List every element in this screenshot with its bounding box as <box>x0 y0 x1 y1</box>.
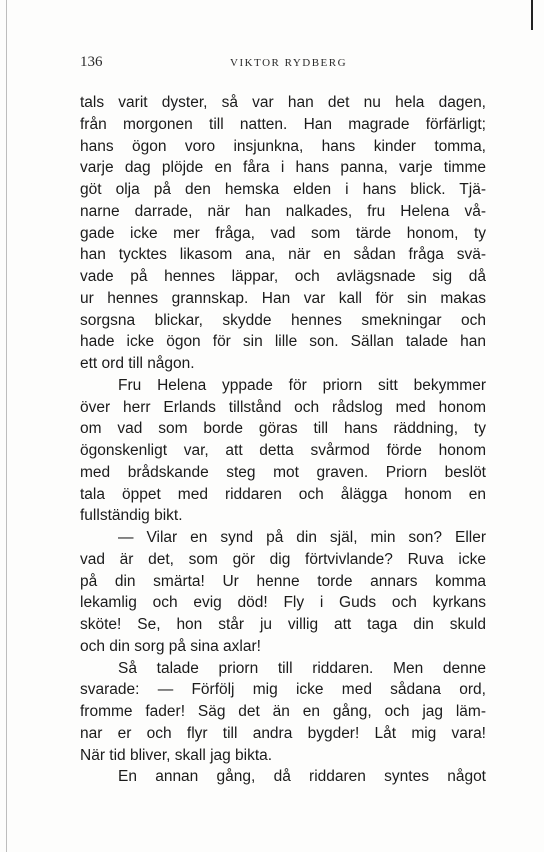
text-line: om vad som borde göras till hans räddning, ty <box>80 420 486 438</box>
text-line: på din smärta! Ur henne torde annars komma <box>80 572 486 590</box>
text-line: ögonskenligt var, att detta svårmod förde honom <box>80 442 486 459</box>
text-line: vade på hennes läppar, och avlägsnade sig då <box>80 268 486 285</box>
body-text <box>80 92 486 788</box>
text-line: och din sorg på sina axlar! <box>80 637 261 655</box>
text-line: sorgsna blickar, skydde hennes smekningar och <box>80 311 486 329</box>
text-line: tals varit dyster, så var han det nu hela dagen, <box>80 94 486 111</box>
text-line: fullständig bikt. <box>80 507 183 525</box>
running-head: VIKTOR RYDBERG <box>230 57 348 69</box>
text-line: lekamlig och evig död! Fly i Guds och kyrkans <box>80 594 486 612</box>
page-number: 136 <box>80 54 103 70</box>
text-line: — Vilar en synd på din själ, min son? Eller <box>118 529 486 546</box>
text-line: svarade: — Förfölj mig icke med sådana ord, <box>80 681 486 699</box>
text-line: När tid bliver, skall jag bikta. <box>80 746 273 764</box>
text-line: sköte! Se, hon står ju villig att taga din skuld <box>80 616 486 633</box>
page-header <box>80 54 490 74</box>
text-line: med brådskande steg mot graven. Priorn beslöt <box>80 463 486 481</box>
text-line: ur hennes grannskap. Han var kall för sin makas <box>80 289 486 307</box>
text-line: En annan gång, då riddaren syntes något <box>118 768 486 786</box>
text-line: varje dag plöjde en fåra i hans panna, varje timme <box>80 159 486 177</box>
text-line: hans ögon voro insjunkna, hans kinder tomma, <box>80 137 486 155</box>
text-line: vad är det, som gör dig förtvivlande? Ruva icke <box>80 550 486 568</box>
page-edge-left <box>6 0 7 852</box>
text-line: göt olja på den hemska elden i hans blick. Tjä- <box>80 181 486 198</box>
text-line: gade icke mer fråga, vad som tärde honom, ty <box>80 224 486 242</box>
text-line: fromme fader! Säg det än en gång, och jag läm- <box>80 703 486 720</box>
text-line: hade icke ögon för sin lille son. Sällan talade han <box>80 333 486 351</box>
text-line: han tycktes likasom ana, när en sådan fråga svä- <box>80 246 486 264</box>
text-line: narne darrade, när han nalkades, fru Helena vå- <box>80 202 486 220</box>
text-line: tala öppet med riddaren och ålägga honom en <box>80 485 486 503</box>
page-edge-right <box>531 0 533 30</box>
text-line: över herr Erlands tillstånd och rådslog med honom <box>80 398 486 416</box>
text-line: Fru Helena yppade för priorn sitt bekymmer <box>118 376 486 394</box>
text-line: ett ord till någon. <box>80 355 195 372</box>
text-line: från morgonen till natten. Han magrade förfärligt; <box>80 115 486 133</box>
text-line: Så talade priorn till riddaren. Men denne <box>118 659 486 677</box>
text-line: nar er och flyr till andra bygder! Låt mig vara! <box>80 724 486 742</box>
